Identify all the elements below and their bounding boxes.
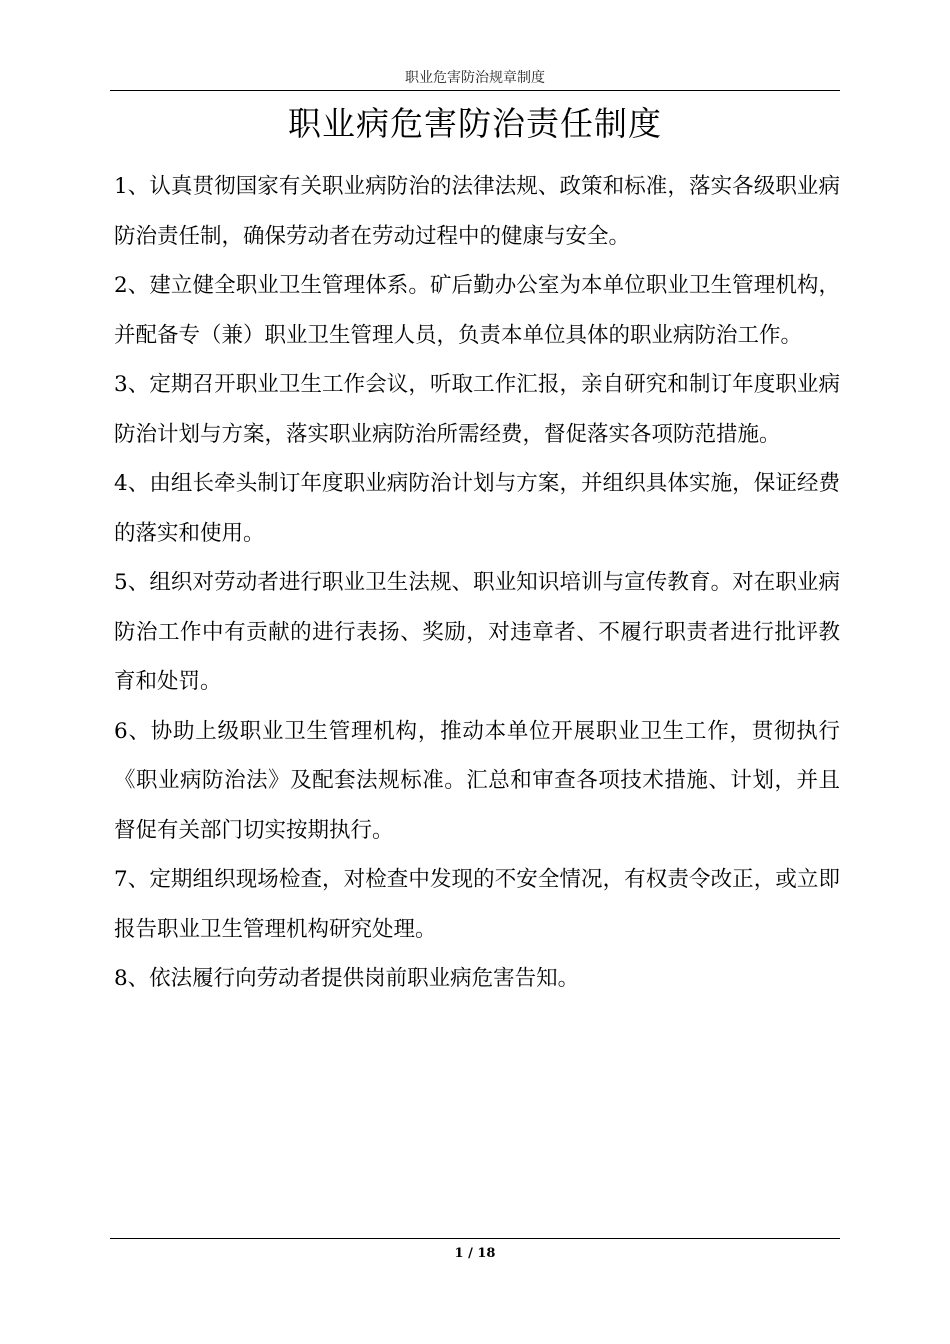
page-number: 1 / 18 (454, 1246, 496, 1261)
document-title: 职业病危害防治责任制度 (288, 104, 662, 143)
paragraph-4: 4、由组长牵头制订年度职业病防治计划与方案，并组织具体实施，保证经费的落实和使用。 (114, 471, 840, 546)
footer-rule (110, 1238, 840, 1239)
paragraph-5: 5、组织对劳动者进行职业卫生法规、职业知识培训与宣传教育。对在职业病防治工作中有贡献的进行表扬、奖励，对违章者、不履行职责者进行批评教育和处罚。 (114, 570, 840, 694)
paragraph-7: 7、定期组织现场检查，对检查中发现的不安全情况，有权责令改正，或立即报告职业卫生管理机构研究处理。 (114, 867, 840, 942)
running-header: 职业危害防治规章制度 (405, 70, 545, 86)
paragraph-6: 6、协助上级职业卫生管理机构，推动本单位开展职业卫生工作，贯彻执行《职业病防治法》及配套法规标准。汇总和审查各项技术措施、计划，并且督促有关部门切实按期执行。 (114, 718, 840, 843)
paragraph-8: 8、依法履行向劳动者提供岗前职业病危害告知。 (114, 966, 580, 991)
paragraph-2: 2、建立健全职业卫生管理体系。矿后勤办公室为本单位职业卫生管理机构，并配备专（兼）职业卫生管理人员，负责本单位具体的职业病防治工作。 (114, 273, 840, 348)
header-rule (110, 90, 840, 91)
document-body (114, 162, 840, 1004)
paragraph-3: 3、定期召开职业卫生工作会议，听取工作汇报，亲自研究和制订年度职业病防治计划与方案，落实职业病防治所需经费，督促落实各项防范措施。 (114, 372, 840, 447)
paragraph-1: 1、认真贯彻国家有关职业病防治的法律法规、政策和标准，落实各级职业病防治责任制，确保劳动者在劳动过程中的健康与安全。 (114, 174, 840, 249)
